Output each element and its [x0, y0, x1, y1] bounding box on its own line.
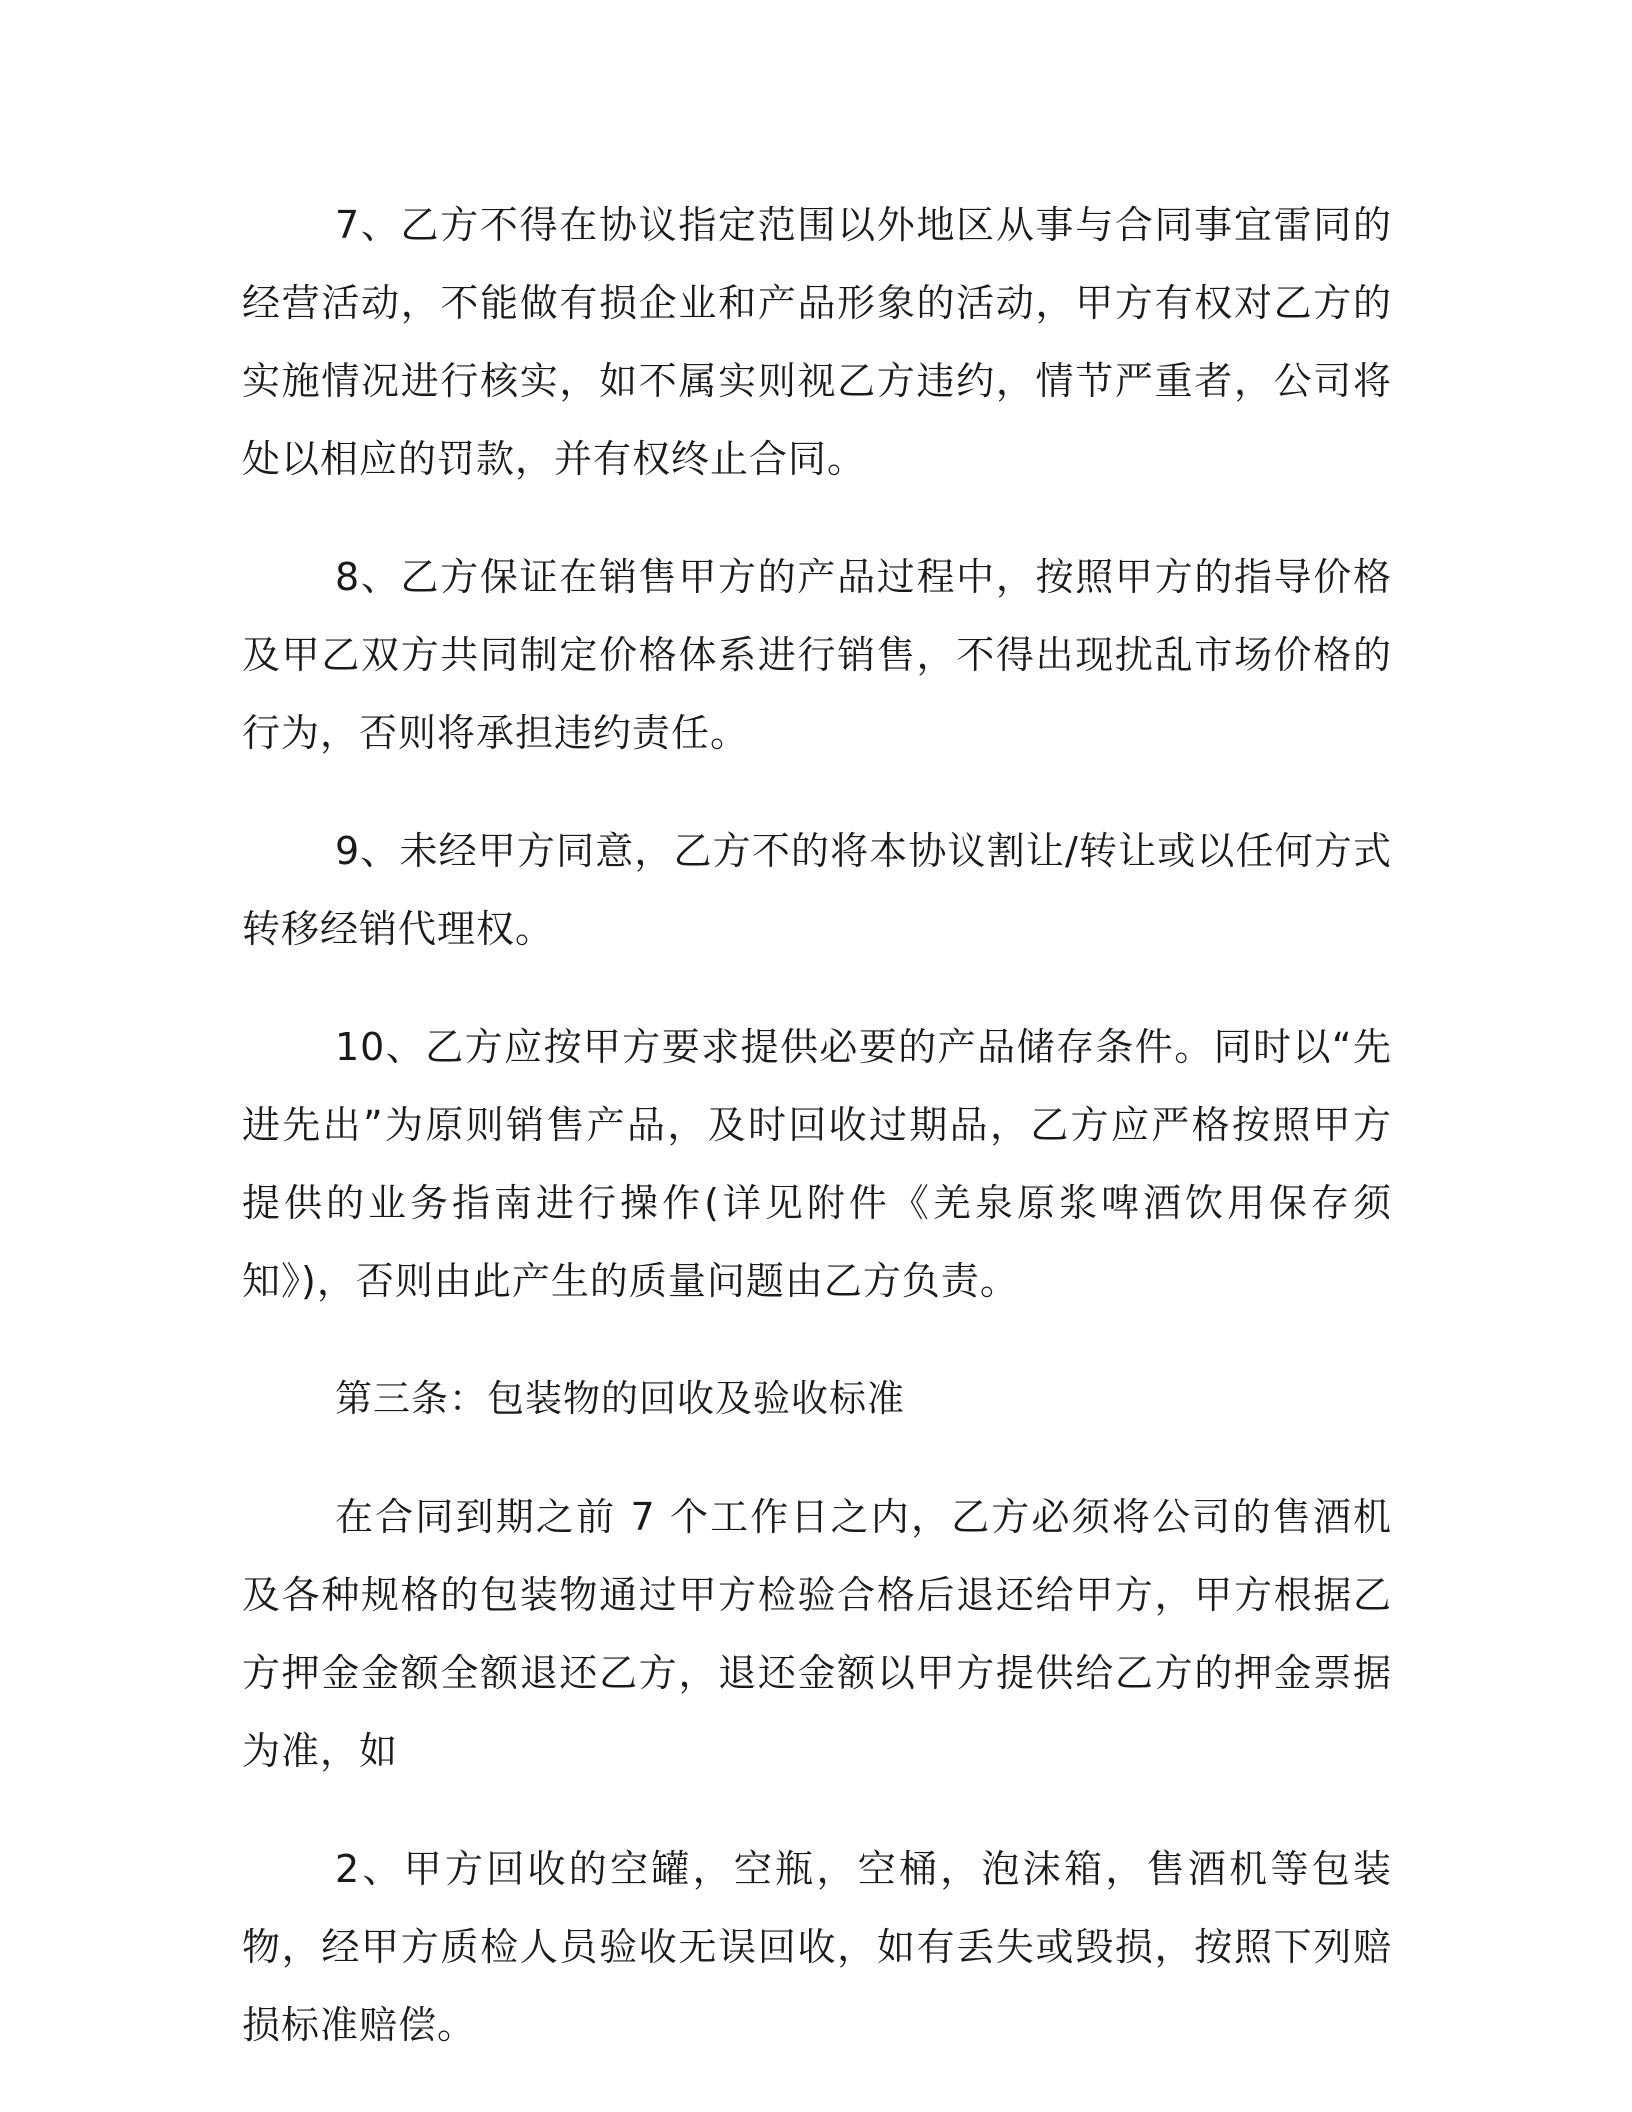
section-intro-paragraph: 在合同到期之前 7 个工作日之内，乙方必须将公司的售酒机及各种规格的包装物通过甲方检验合格后退还给甲方，甲方根据乙方押金金额全额退还乙方，退还金额以甲方提供给乙方的押金票据为准，如 — [242, 1495, 1392, 1773]
section-clause-2-paragraph: 2、甲方回收的空罐，空瓶，空桶，泡沫箱，售酒机等包装物，经甲方质检人员验收无误回收，如有丢失或毁损，按照下列赔损标准赔偿。 — [242, 1847, 1392, 2047]
clause-8-paragraph: 8、乙方保证在销售甲方的产品过程中，按照甲方的指导价格及甲乙双方共同制定价格体系进行销售，不得出现扰乱市场价格的行为，否则将承担违约责任。 — [242, 555, 1392, 755]
clause-7-paragraph: 7、乙方不得在协议指定范围以外地区从事与合同事宜雷同的经营活动，不能做有损企业和产品形象的活动，甲方有权对乙方的实施情况进行核实，如不属实则视乙方违约，情节严重者，公司将处以相应的罚款，并有权终止合同。 — [242, 203, 1392, 481]
clause-10-paragraph: 10、乙方应按甲方要求提供必要的产品储存条件。同时以“先进先出”为原则销售产品，及时回收过期品，乙方应严格按照甲方提供的业务指南进行操作(详见附件《羌泉原浆啤酒饮用保存须知》)，否则由此产生的质量问题由乙方负责。 — [242, 1025, 1392, 1303]
section-heading: 第三条：包装物的回收及验收标准 — [335, 1377, 905, 1420]
document-body — [242, 186, 1392, 2104]
clause-9-paragraph: 9、未经甲方同意，乙方不的将本协议割让/转让或以任何方式转移经销代理权。 — [242, 829, 1392, 951]
